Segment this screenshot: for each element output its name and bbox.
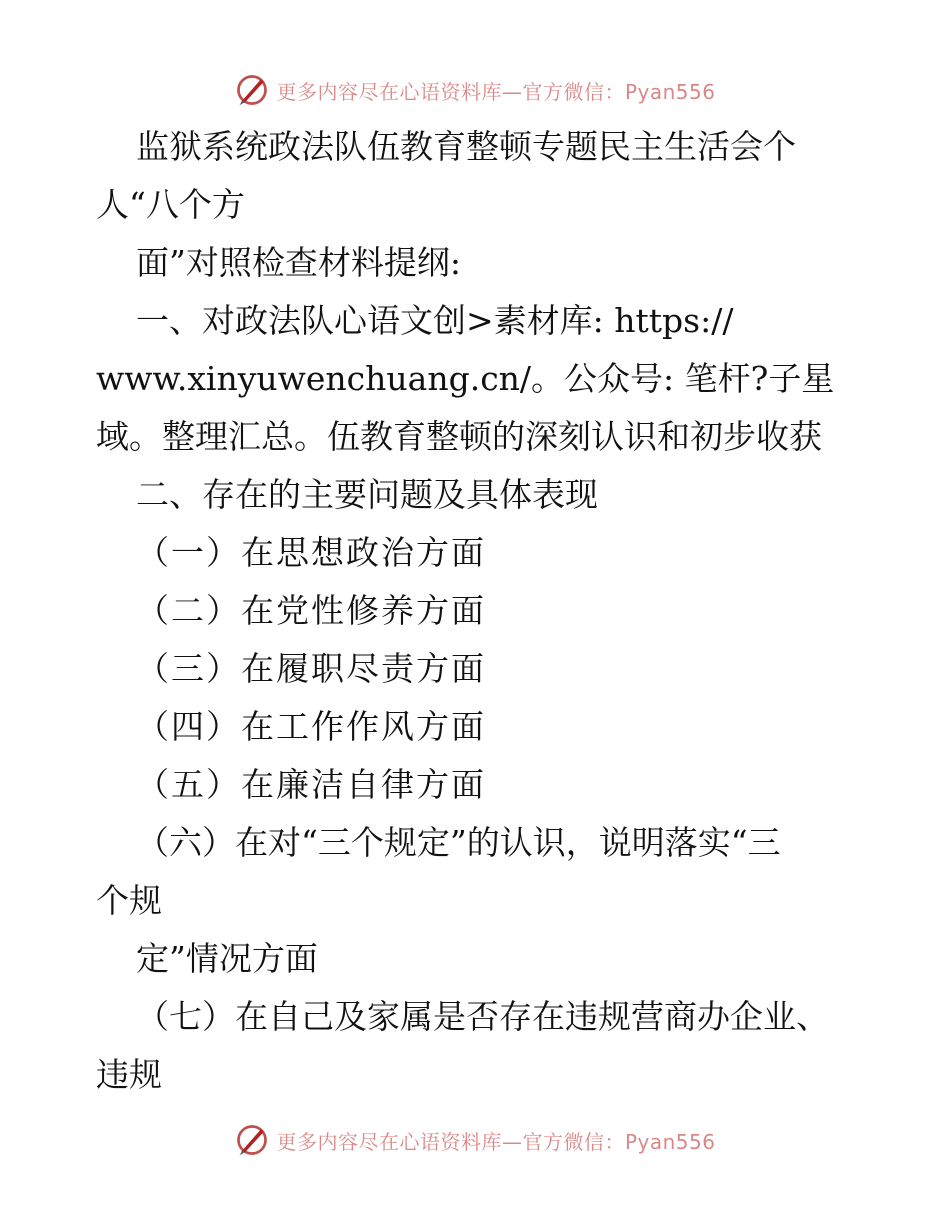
text-line: 人“八个方 [96, 185, 245, 224]
document-body [96, 118, 856, 1104]
text-line: （二）在党性修养方面 [136, 591, 486, 630]
text-line: （七）在自己及家属是否存在违规营商办企业、 [136, 997, 829, 1036]
text-line: （一）在思想政治方面 [136, 533, 486, 572]
quill-pen-logo-icon [234, 72, 270, 108]
text-line: 二、存在的主要问题及具体表现 [136, 475, 598, 514]
text-line: 一、对政法队心语文创>素材库: https:// [136, 301, 734, 340]
quill-pen-logo-icon [234, 1122, 270, 1158]
text-line: www.xinyuwenchuang.cn/。公众号: 笔杆?子星 [96, 359, 835, 398]
text-line: 域。整理汇总。伍教育整顿的深刻认识和初步收获 [96, 417, 822, 456]
footer-banner-text: 更多内容尽在心语资料库—官方微信：Pyan556 [276, 1129, 716, 1154]
text-line: 面”对照检查材料提纲: [136, 243, 461, 282]
text-line: （四）在工作作风方面 [136, 707, 486, 746]
text-line: （五）在廉洁自律方面 [136, 765, 486, 804]
footer-banner [0, 1118, 950, 1162]
text-line: 定”情况方面 [136, 939, 318, 978]
text-line: （六）在对“三个规定”的认识，说明落实“三 [136, 823, 781, 862]
text-line: （三）在履职尽责方面 [136, 649, 486, 688]
header-banner [0, 68, 950, 112]
text-line: 监狱系统政法队伍教育整顿专题民主生活会个 [136, 127, 796, 166]
text-line: 违规 [96, 1055, 162, 1094]
header-banner-text: 更多内容尽在心语资料库—官方微信：Pyan556 [276, 79, 716, 104]
text-line: 个规 [96, 881, 162, 920]
